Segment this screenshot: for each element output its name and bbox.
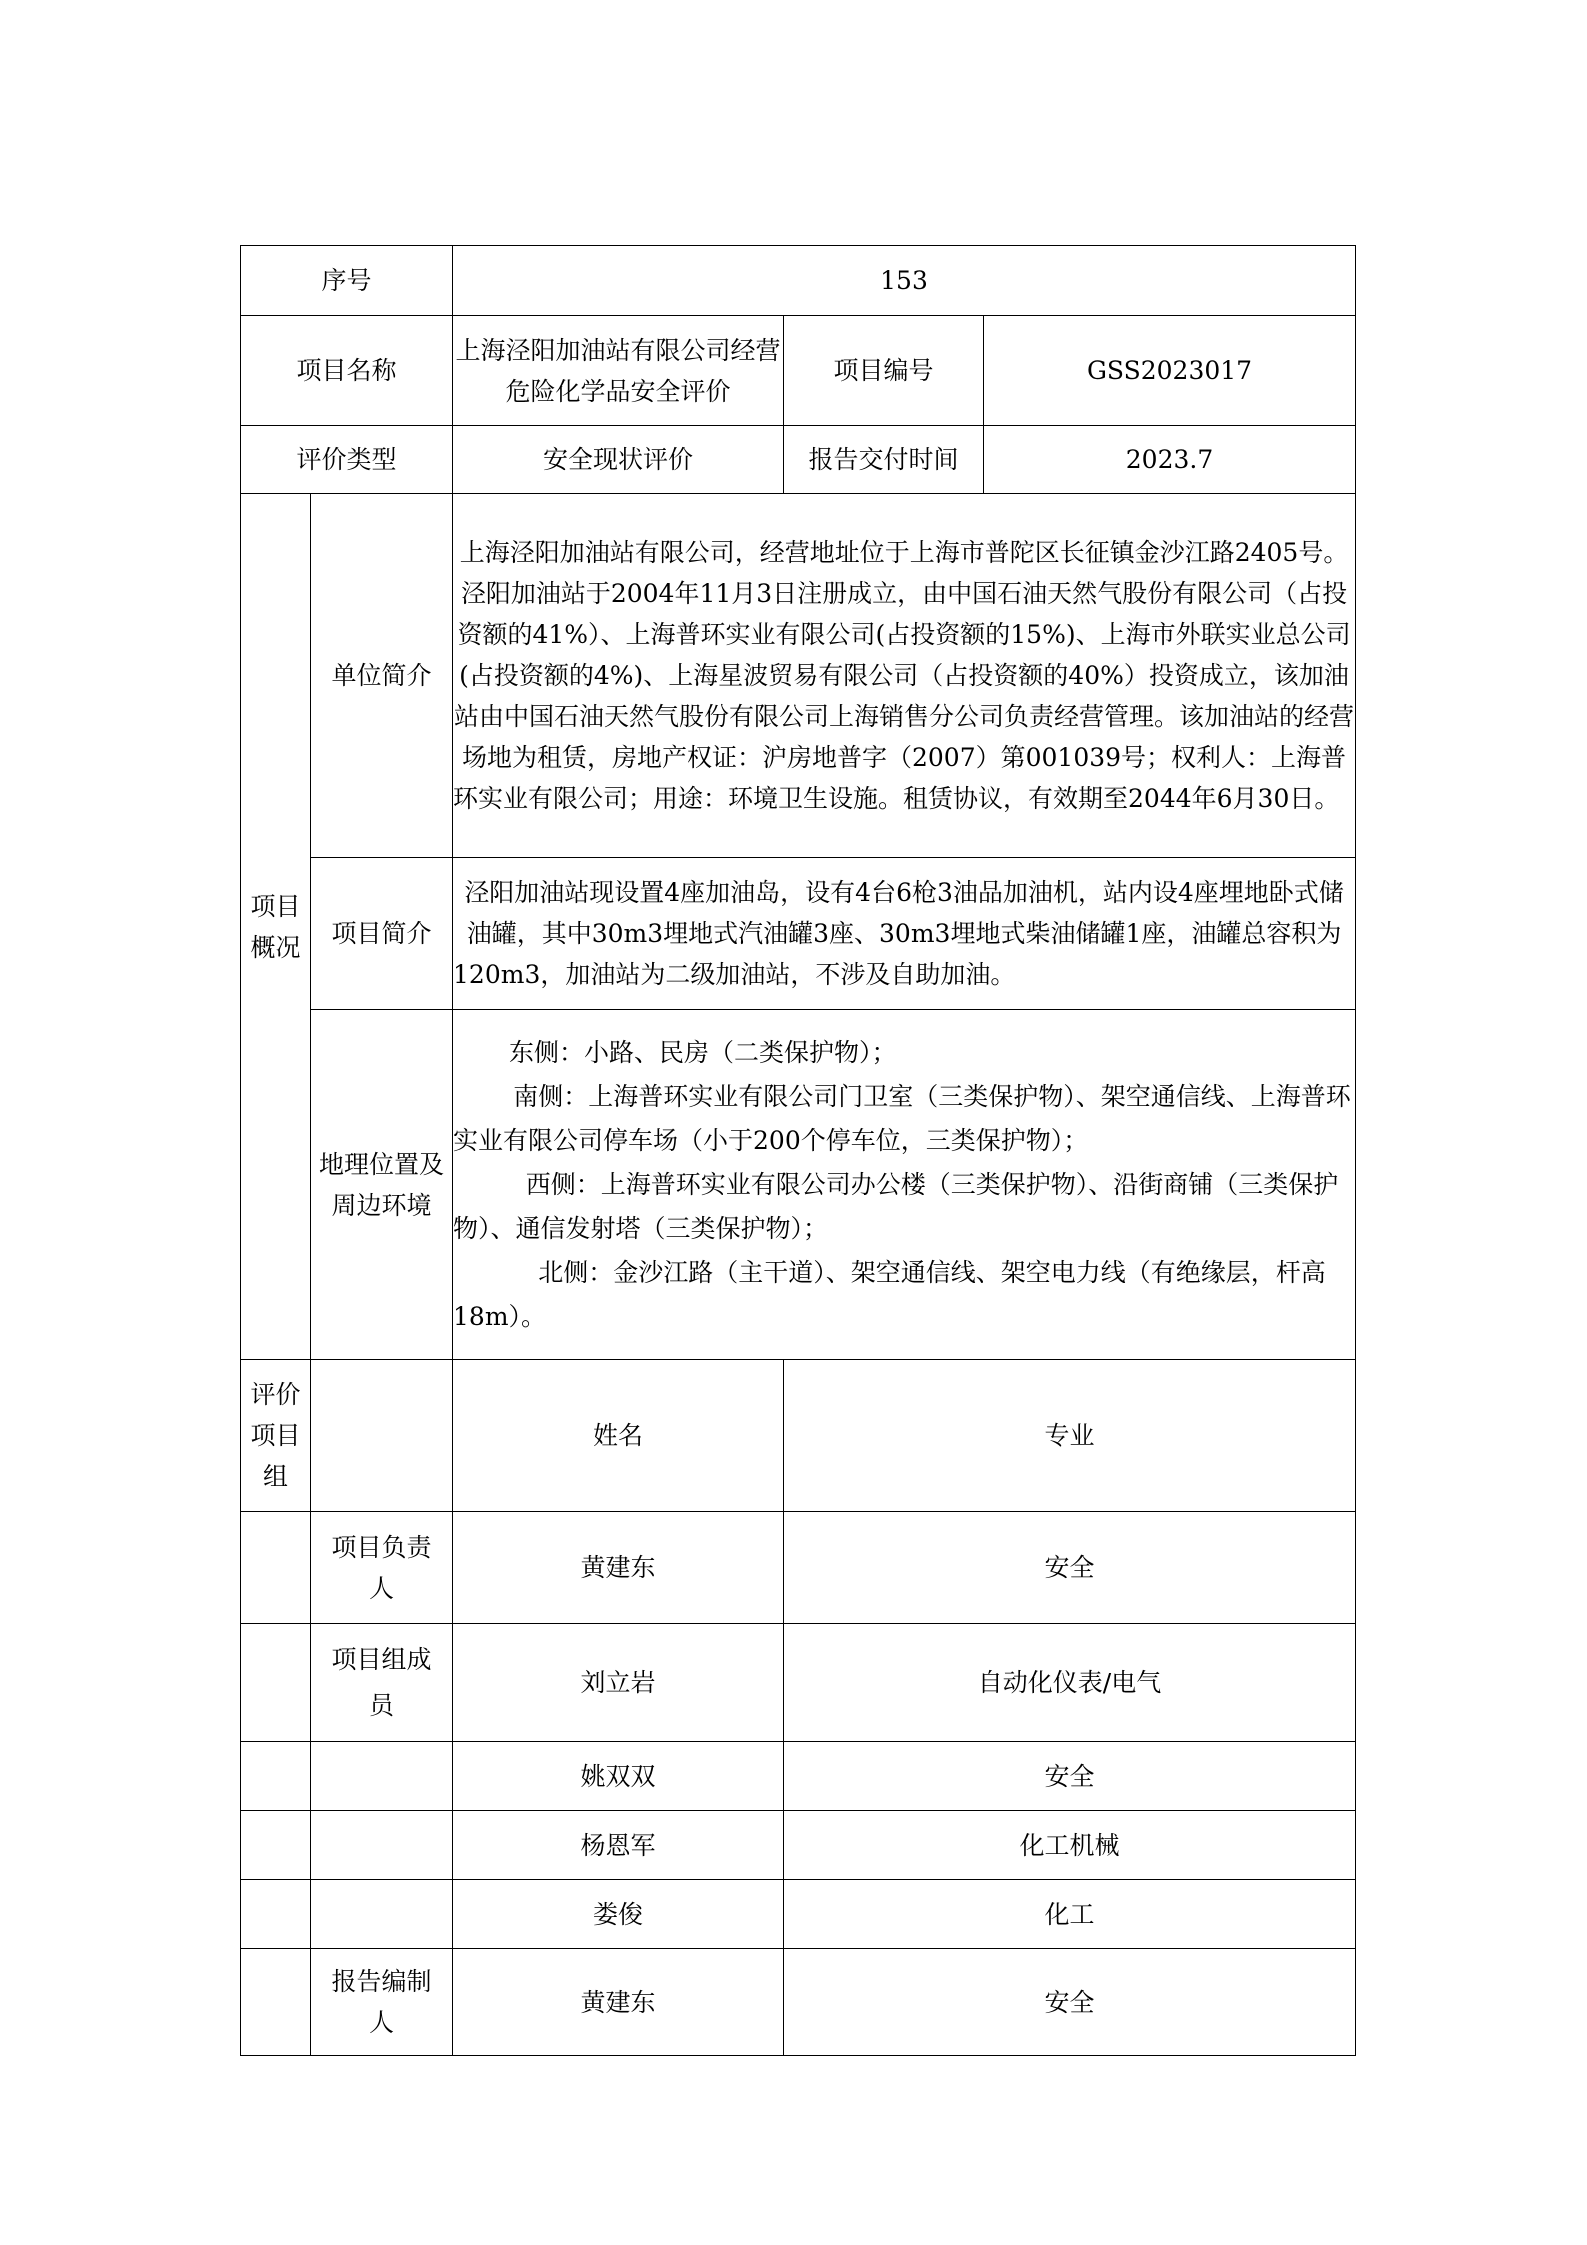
project-code-label: 项目编号 [784, 316, 984, 426]
project-intro-text: 泾阳加油站现设置4座加油岛，设有4台6枪3油品加油机，站内设4座埋地卧式储油罐，其中30m3埋地式汽油罐3座、30m3埋地式柴油储罐1座，油罐总容积为120m3，加油站为二级加油站，不涉及自助加油。 [453, 858, 1356, 1010]
team-member-name: 黄建东 [453, 1512, 784, 1624]
row-project-name [241, 316, 1356, 426]
col-major-header: 专业 [784, 1360, 1356, 1512]
team-member-name: 杨恩军 [453, 1811, 784, 1880]
seq-value: 153 [453, 246, 1356, 316]
row-project-intro [241, 858, 1356, 1010]
team-member-major: 化工机械 [784, 1811, 1356, 1880]
team-member-major: 自动化仪表/电气 [784, 1624, 1356, 1742]
project-code-value: GSS2023017 [984, 316, 1356, 426]
team-row [241, 1811, 1356, 1880]
delivery-time-label: 报告交付时间 [784, 426, 984, 494]
team-member-major: 化工 [784, 1880, 1356, 1949]
team-role [311, 1811, 453, 1880]
team-member-name: 姚双双 [453, 1742, 784, 1811]
team-blank-cell [241, 1949, 311, 2056]
team-blank-cell [241, 1512, 311, 1624]
eval-type-label: 评价类型 [241, 426, 453, 494]
seq-label: 序号 [241, 246, 453, 316]
team-role [311, 1880, 453, 1949]
geo-east: 东侧：小路、民房（二类保护物）； [509, 1037, 897, 1067]
team-row [241, 1742, 1356, 1811]
geo-north: 北侧：金沙江路（主干道）、架空通信线、架空电力线（有绝缘层，杆高18m）。 [453, 1257, 1326, 1331]
team-row [241, 1512, 1356, 1624]
geo-env-label: 地理位置及周边环境 [311, 1010, 453, 1360]
unit-intro-text: 上海泾阳加油站有限公司，经营地址位于上海市普陀区长征镇金沙江路2405号。泾阳加油站于2004年11月3日注册成立，由中国石油天然气股份有限公司（占投资额的41%）、上海普环实业有限公司(占投资额的15%)、上海市外联实业总公司(占投资额的4%)、上海星波贸易有限公司（占投资额的40%）投资成立，该加油站由中国石油天然气股份有限公司上海销售分公司负责经营管理。该加油站的经营场地为租赁，房地产权证：沪房地普字（2007）第001039号；权利人：上海普环实业有限公司；用途：环境卫生设施。租赁协议，有效期至2044年6月30日。 [453, 494, 1356, 858]
team-row [241, 1949, 1356, 2056]
team-member-name: 娄俊 [453, 1880, 784, 1949]
team-blank-cell [241, 1624, 311, 1742]
geo-west: 西侧：上海普环实业有限公司办公楼（三类保护物）、沿街商铺（三类保护物）、通信发射塔（三类保护物）； [453, 1169, 1339, 1243]
row-unit-intro [241, 494, 1356, 858]
team-role: 项目负责人 [311, 1512, 453, 1624]
evaluation-record-table [240, 245, 1356, 2056]
project-name-label: 项目名称 [241, 316, 453, 426]
team-role: 报告编制人 [311, 1949, 453, 2056]
team-blank-cell [241, 1811, 311, 1880]
unit-intro-label: 单位简介 [311, 494, 453, 858]
team-role: 项目组成员 [311, 1624, 453, 1742]
row-seq [241, 246, 1356, 316]
geo-south: 南侧：上海普环实业有限公司门卫室（三类保护物）、架空通信线、上海普环实业有限公司停车场（小于200个停车位，三类保护物）； [453, 1081, 1351, 1155]
team-member-major: 安全 [784, 1949, 1356, 2056]
team-member-major: 安全 [784, 1742, 1356, 1811]
team-blank-cell [241, 1880, 311, 1949]
row-eval-type [241, 426, 1356, 494]
team-member-major: 安全 [784, 1512, 1356, 1624]
eval-type-value: 安全现状评价 [453, 426, 784, 494]
team-row [241, 1880, 1356, 1949]
team-member-name: 刘立岩 [453, 1624, 784, 1742]
delivery-time-value: 2023.7 [984, 426, 1356, 494]
row-team-header [241, 1360, 1356, 1512]
overview-label: 项目概况 [241, 494, 311, 1360]
team-row [241, 1624, 1356, 1742]
team-role [311, 1742, 453, 1811]
col-name-header: 姓名 [453, 1360, 784, 1512]
team-label: 评价项目组 [241, 1360, 311, 1512]
row-geo-env [241, 1010, 1356, 1360]
team-member-name: 黄建东 [453, 1949, 784, 2056]
project-name-value: 上海泾阳加油站有限公司经营危险化学品安全评价 [453, 316, 784, 426]
project-intro-label: 项目简介 [311, 858, 453, 1010]
geo-env-text [453, 1010, 1356, 1360]
team-header-blank [311, 1360, 453, 1512]
team-blank-cell [241, 1742, 311, 1811]
